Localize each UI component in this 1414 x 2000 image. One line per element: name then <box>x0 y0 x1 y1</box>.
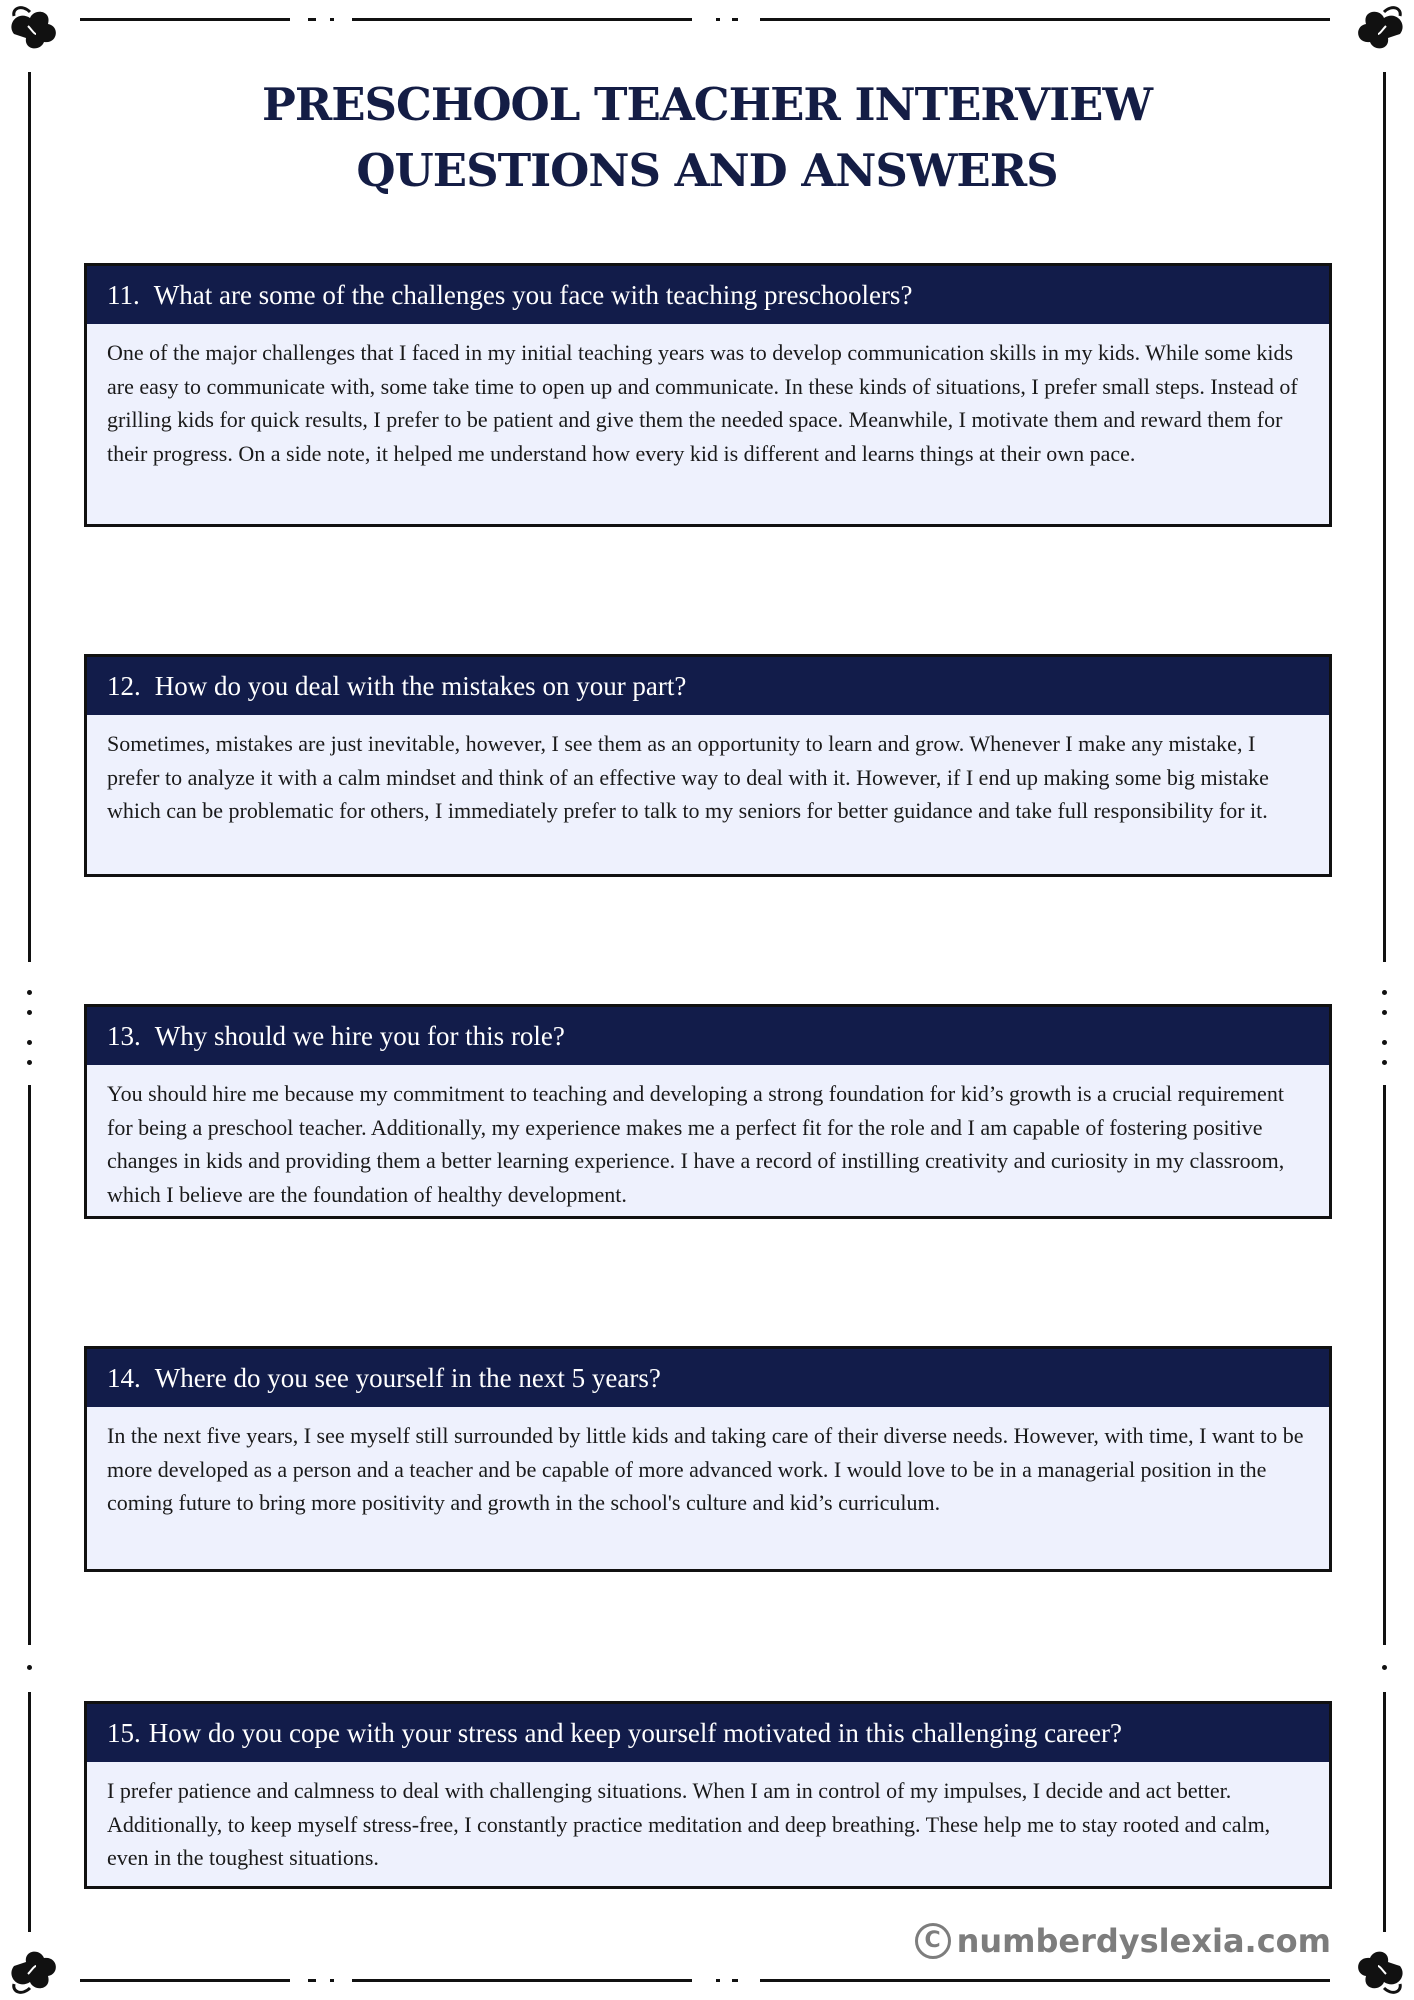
question-header <box>87 657 1329 715</box>
frame-bottom-dash <box>732 1979 738 1982</box>
question-header <box>87 1349 1329 1407</box>
frame-left-dot <box>27 1040 32 1045</box>
frame-bottom-dash <box>716 1979 720 1982</box>
question-text: How do you cope with your stress and keep yourself motivated in this challenging career? <box>148 1717 1122 1748</box>
frame-top-line <box>352 18 692 21</box>
frame-left-dot <box>27 1060 32 1065</box>
frame-left-line <box>28 1085 31 1645</box>
question-header <box>87 266 1329 324</box>
answer-text: I prefer patience and calmness to deal with challenging situations. When I am in control of my impulses, I decide and act better. Additionally, to keep myself stress-free, I constantly practice meditation and deep breathing. These help me to stay rooted and calm, even in the toughest situations. <box>107 1778 1271 1870</box>
frame-bottom-dash <box>308 1979 316 1982</box>
page-title <box>0 72 1414 204</box>
question-text: Where do you see yourself in the next 5 years? <box>154 1362 661 1393</box>
ornament-corner-icon <box>1340 4 1410 74</box>
frame-top-dash <box>330 18 334 21</box>
frame-right-line <box>1383 1085 1386 1645</box>
answer-text: In the next five years, I see myself still surrounded by little kids and taking care of their diverse needs. However, with time, I want to be more developed as a person and a teacher and be capable of more advanced work. I would love to be in a managerial position in the coming future to bring more positivity and growth in the school's culture and kid’s curriculum. <box>107 1423 1304 1515</box>
frame-bottom-line <box>760 1979 1330 1982</box>
frame-top-dash <box>716 18 720 21</box>
frame-left-line <box>28 1692 31 1932</box>
frame-right-line <box>1383 1692 1386 1932</box>
watermark-site: numberdyslexia.com <box>956 1922 1331 1960</box>
frame-bottom-dash <box>330 1979 334 1982</box>
frame-left-dot <box>27 1665 32 1670</box>
frame-right-line <box>1383 72 1386 962</box>
ornament-corner-icon <box>4 4 74 74</box>
frame-top-dash <box>308 18 316 21</box>
frame-bottom-line <box>352 1979 692 1982</box>
answer-text: One of the major challenges that I faced in my initial teaching years was to develop communication skills in my kids. While some kids are easy to communicate with, some take time to open up and communicate. In these kinds of situations, I prefer small steps. Instead of grilling kids for quick results, I prefer to be patient and give them the needed space. Meanwhile, I motivate them and reward them for their progress. On a side note, it helped me understand how every kid is different and learns things at their own pace. <box>107 340 1298 466</box>
frame-right-dot <box>1382 1060 1387 1065</box>
answer-text: You should hire me because my commitment to teaching and developing a strong foundation for kid’s growth is a crucial requirement for being a preschool teacher. Additionally, my experience makes me a perfect fit for the role and I am capable of fostering positive changes in kids and providing them a better learning experience. I have a record of instilling creativity and curiosity in my classroom, which I believe are the foundation of healthy development. <box>107 1081 1285 1207</box>
question-text: Why should we hire you for this role? <box>154 1020 565 1051</box>
question-text: How do you deal with the mistakes on your part? <box>154 670 687 701</box>
ornament-corner-icon <box>1340 1926 1410 1996</box>
frame-bottom-line <box>80 1979 290 1982</box>
page-title-line1: PRESCHOOL TEACHER INTERVIEW <box>261 78 1153 131</box>
ornament-corner-icon <box>4 1926 74 1996</box>
frame-right-dot <box>1382 1010 1387 1015</box>
question-number: 13. <box>107 1020 141 1051</box>
watermark <box>915 1922 1331 1960</box>
qa-card <box>84 1004 1332 1219</box>
frame-right-dot <box>1382 1665 1387 1670</box>
answer-text: Sometimes, mistakes are just inevitable, however, I see them as an opportunity to learn and grow. Whenever I make any mistake, I prefer to analyze it with a calm mindset and think of an effective way to deal with it. However, if I end up making some big mistake which can be problematic for others, I immediately prefer to talk to my seniors for better guidance and take full responsibility for it. <box>107 731 1269 823</box>
question-header <box>87 1007 1329 1065</box>
qa-card <box>84 1701 1332 1889</box>
question-text: What are some of the challenges you face with teaching preschoolers? <box>153 279 913 310</box>
frame-left-line <box>28 72 31 962</box>
frame-top-line <box>760 18 1330 21</box>
frame-right-dot <box>1382 990 1387 995</box>
frame-right-dot <box>1382 1040 1387 1045</box>
frame-left-dot <box>27 1010 32 1015</box>
qa-card <box>84 263 1332 527</box>
page-title-line2: QUESTIONS AND ANSWERS <box>356 144 1058 197</box>
question-number: 14. <box>107 1362 141 1393</box>
question-number: 12. <box>107 670 141 701</box>
frame-top-line <box>80 18 290 21</box>
question-number: 11. <box>107 279 140 310</box>
frame-left-dot <box>27 990 32 995</box>
question-number: 15. <box>107 1717 141 1748</box>
qa-card <box>84 654 1332 877</box>
qa-card <box>84 1346 1332 1572</box>
frame-top-dash <box>732 18 738 21</box>
copyright-icon: C <box>915 1923 951 1959</box>
question-header <box>87 1704 1329 1762</box>
